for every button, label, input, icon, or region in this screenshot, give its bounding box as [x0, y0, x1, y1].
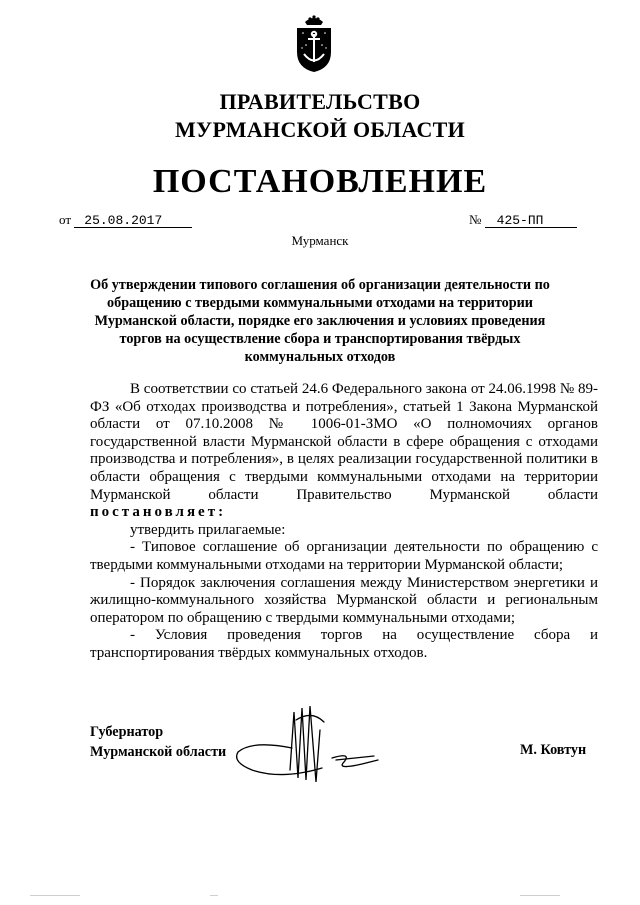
handwritten-signature: [232, 700, 382, 800]
approve-line: утвердить прилагаемые:: [130, 521, 286, 538]
document-title: Об утверждении типового соглашения об организации деятельности по обращению с твердыми коммунальными отходами на территории Мурманской области, порядке его заключения и условиях проведения торгов на осуществление сбора и транспортирования твёрдых коммунальных отходов: [90, 277, 550, 365]
list-item: - Порядок заключения соглашения между Министерством энергетики и жилищно-коммунального хозяйства Мурманской области и региональным оператором по обращению с твердыми коммунальными отходами;: [90, 574, 598, 626]
government-line-1: ПРАВИТЕЛЬСТВО: [219, 89, 421, 114]
city: Мурманск: [291, 233, 349, 248]
footer-divider: [30, 895, 80, 896]
footer-mark: [520, 895, 560, 896]
date-field: [59, 212, 192, 228]
decree-word: постановляет:: [90, 504, 227, 521]
footer-mark: [210, 895, 218, 896]
signatory-title: [90, 722, 226, 762]
preamble-paragraph: [90, 381, 598, 522]
signatory-title-line-2: Мурманской области: [90, 744, 227, 760]
date-value: 25.08.2017: [74, 214, 192, 228]
coat-of-arms-emblem: [293, 12, 335, 74]
document-body: [90, 381, 598, 663]
signatory-title-line-1: Губернатор: [90, 724, 164, 740]
number-field: [469, 212, 577, 228]
document-type: ПОСТАНОВЛЕНИЕ: [152, 163, 488, 200]
number-prefix: №: [469, 212, 482, 227]
number-value: 425-ПП: [485, 214, 577, 228]
government-heading: [0, 88, 640, 144]
government-line-2: МУРМАНСКОЙ ОБЛАСТИ: [174, 117, 466, 142]
signatory-name: М. Ковтун: [520, 742, 587, 758]
date-prefix: от: [59, 212, 72, 227]
preamble-text: В соответствии со статьей 24.6 Федерального закона от 24.06.1998 № 89-ФЗ «Об отходах производства и потребления», статьей 1 Закона Мурманской области от 07.10.2008 № 1006-01-ЗМО «О полномочиях органов государственной власти Мурманской области в сфере обращения с отходами производства и потребления», в целях реализации государственной политики в области обращения с твердыми коммунальными отходами на территории Мурманской области Правительство Мурманской области: [90, 381, 598, 503]
list-item: - Типовое соглашение об организации деятельности по обращению с твердыми коммунальными отходами на территории Мурманской области;: [90, 539, 598, 573]
list-item: - Условия проведения торгов на осуществление сбора и транспортирования твёрдых коммунальных отходов.: [90, 627, 598, 661]
